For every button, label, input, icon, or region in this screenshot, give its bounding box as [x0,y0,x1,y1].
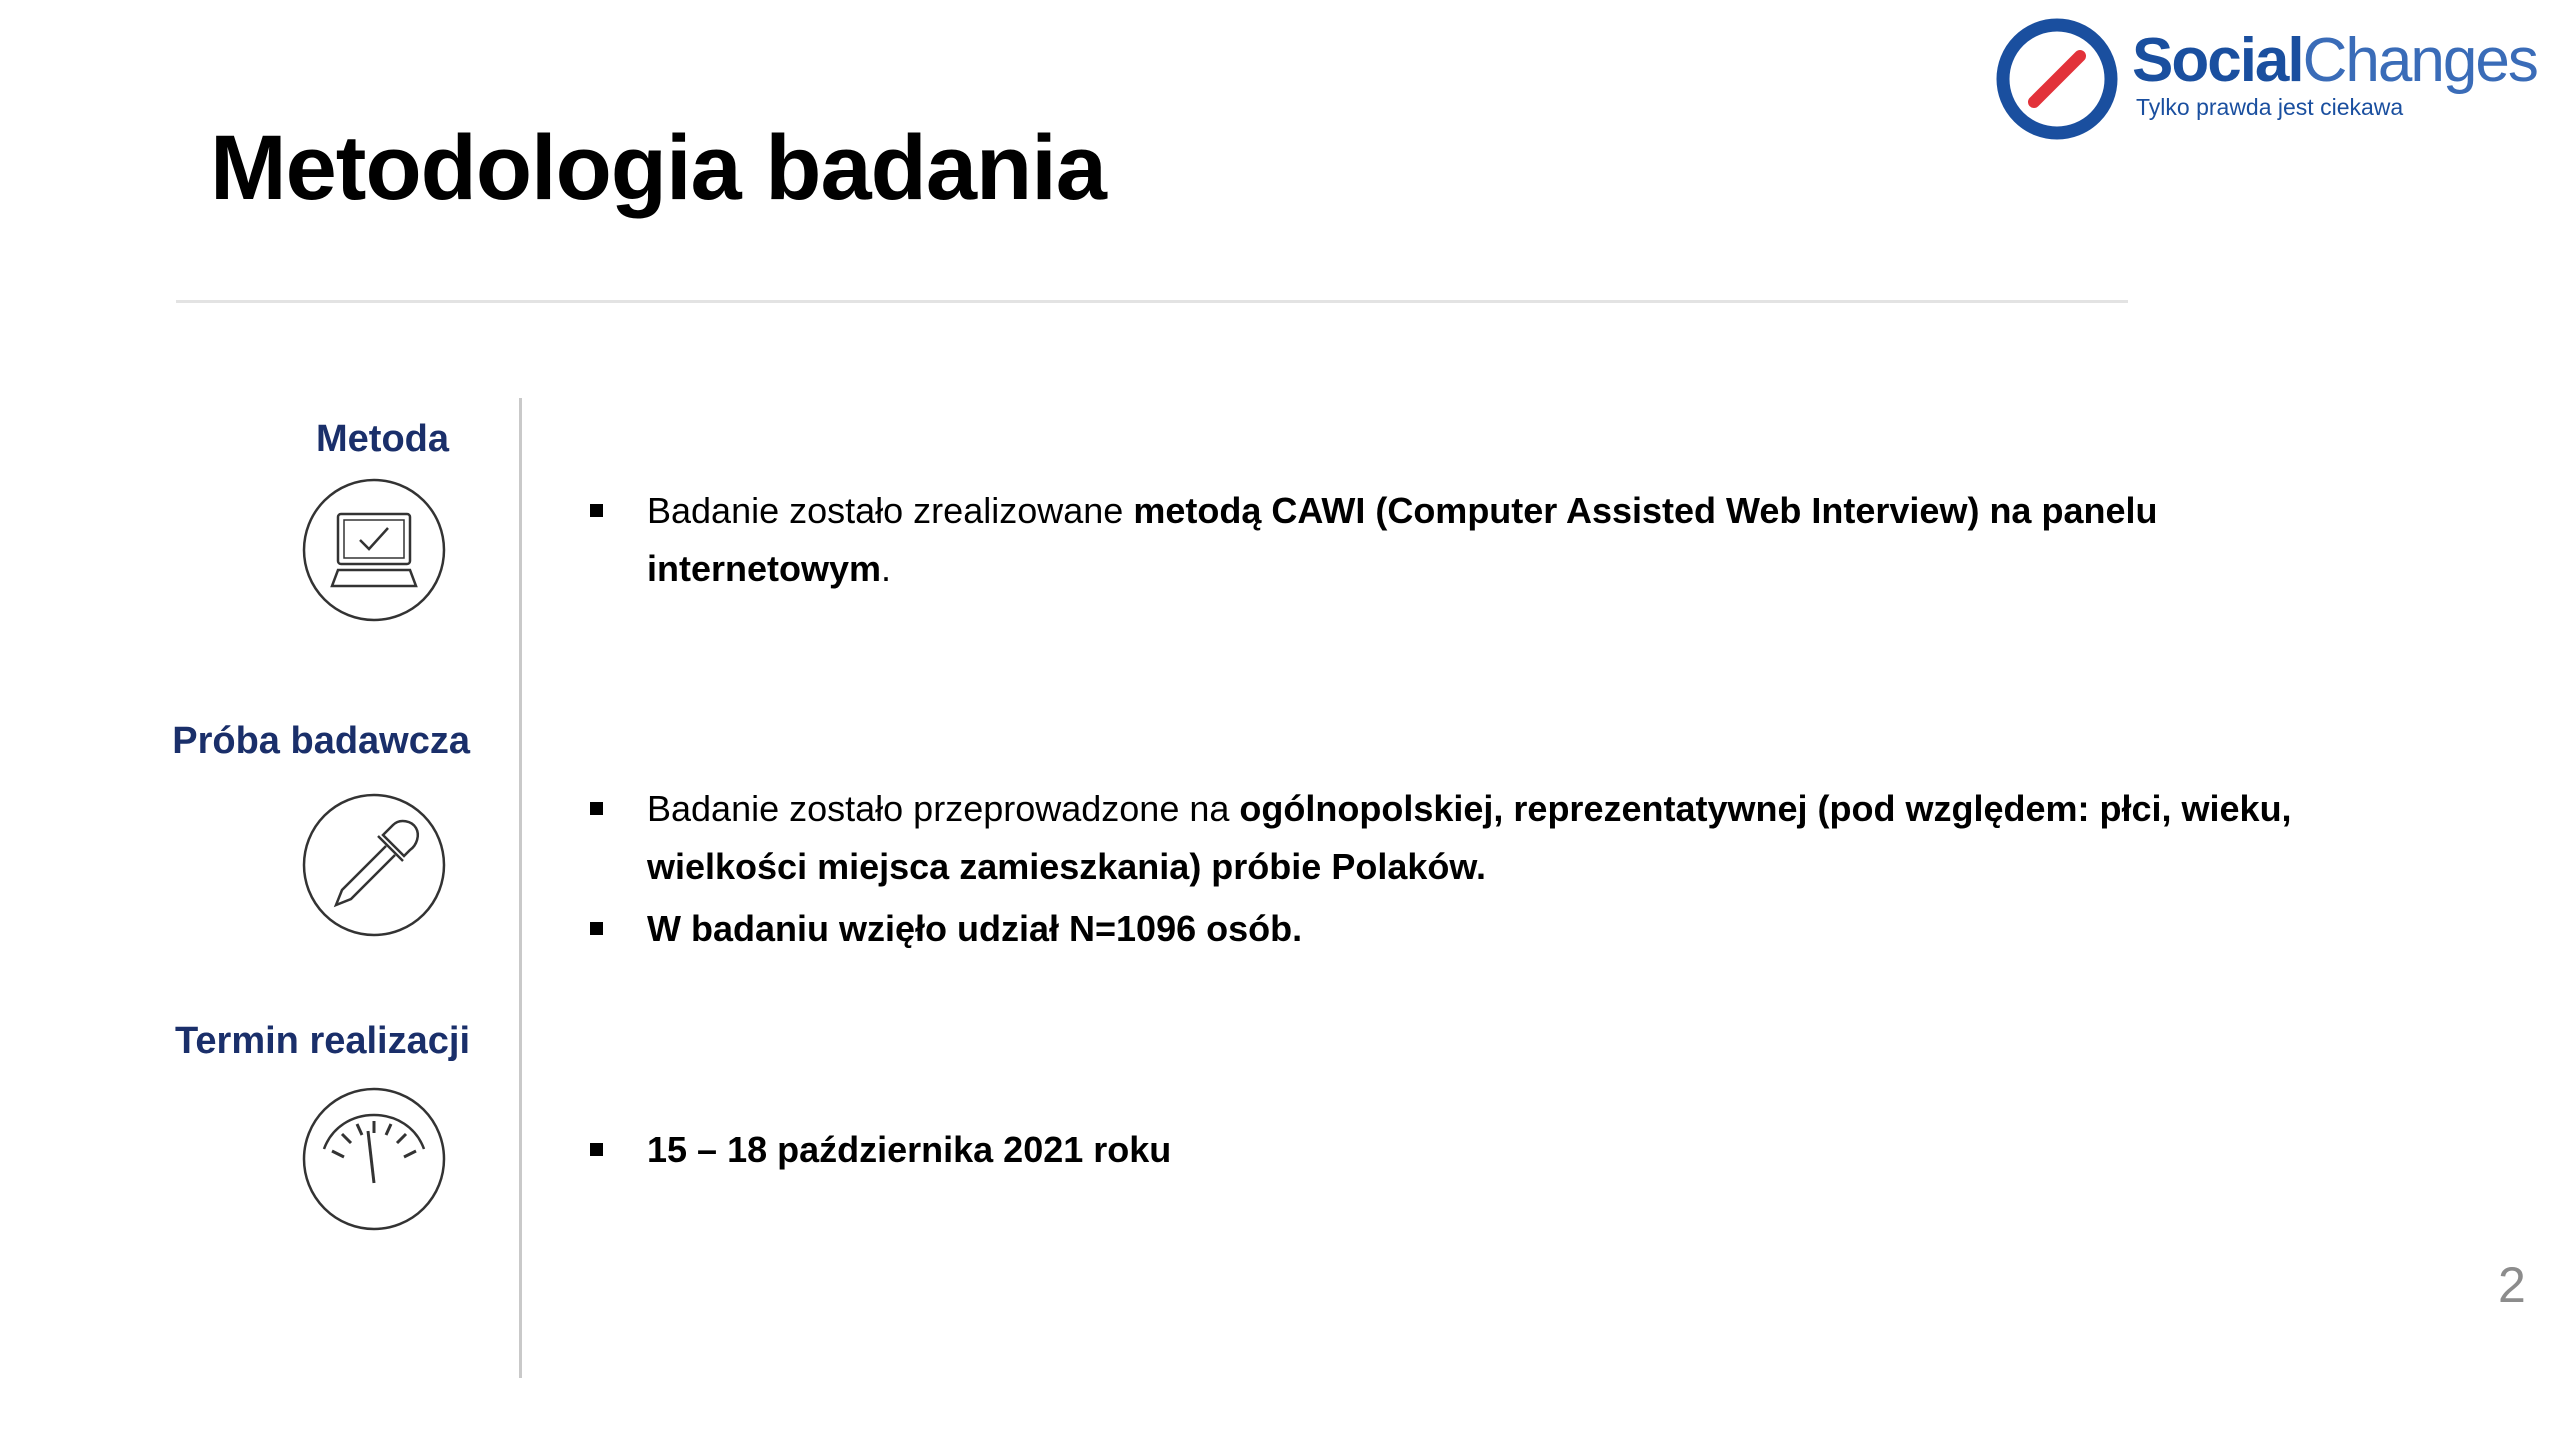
bullet-square-icon [590,922,603,935]
bullet-square-icon [590,504,603,517]
logo-mark-icon [1996,18,2118,140]
logo-tagline: Tylko prawda jest ciekawa [2136,94,2404,120]
section-label-timing: Termin realizacji [175,1020,470,1062]
logo-word-changes: Changes [2302,26,2537,95]
list-item: Badanie zostało zrealizowane metodą CAWI (Computer Assisted Web Interview) na panelu internetowym. [585,482,2345,598]
list-item: W badaniu wzięło udział N=1096 osób. [585,900,2345,958]
pipette-icon [302,793,446,937]
gauge-icon [302,1087,446,1231]
sample-bullet-list [585,780,2345,962]
list-item: Badanie zostało przeprowadzone na ogólnopolskiej, reprezentatywnej (pod względem: płci, wieku, wielkości miejsca zamieszkania) próbie Polaków. [585,780,2345,896]
title-underline [176,300,2128,303]
vertical-divider [519,398,522,1378]
logo-wordmark [2132,26,2537,95]
page-number: 2 [2498,1257,2526,1313]
laptop-check-icon [302,478,446,622]
logo [1996,14,2536,144]
page-title: Metodologia badania [210,117,1106,219]
logo-word-social: Social [2132,26,2303,95]
timing-bullet-list [585,1121,2345,1183]
section-label-method: Metoda [316,418,449,460]
bullet-square-icon [590,802,603,815]
section-label-sample: Próba badawcza [172,720,470,762]
list-item: 15 – 18 października 2021 roku [585,1121,2345,1179]
bullet-square-icon [590,1143,603,1156]
method-bullet-list [585,482,2345,602]
